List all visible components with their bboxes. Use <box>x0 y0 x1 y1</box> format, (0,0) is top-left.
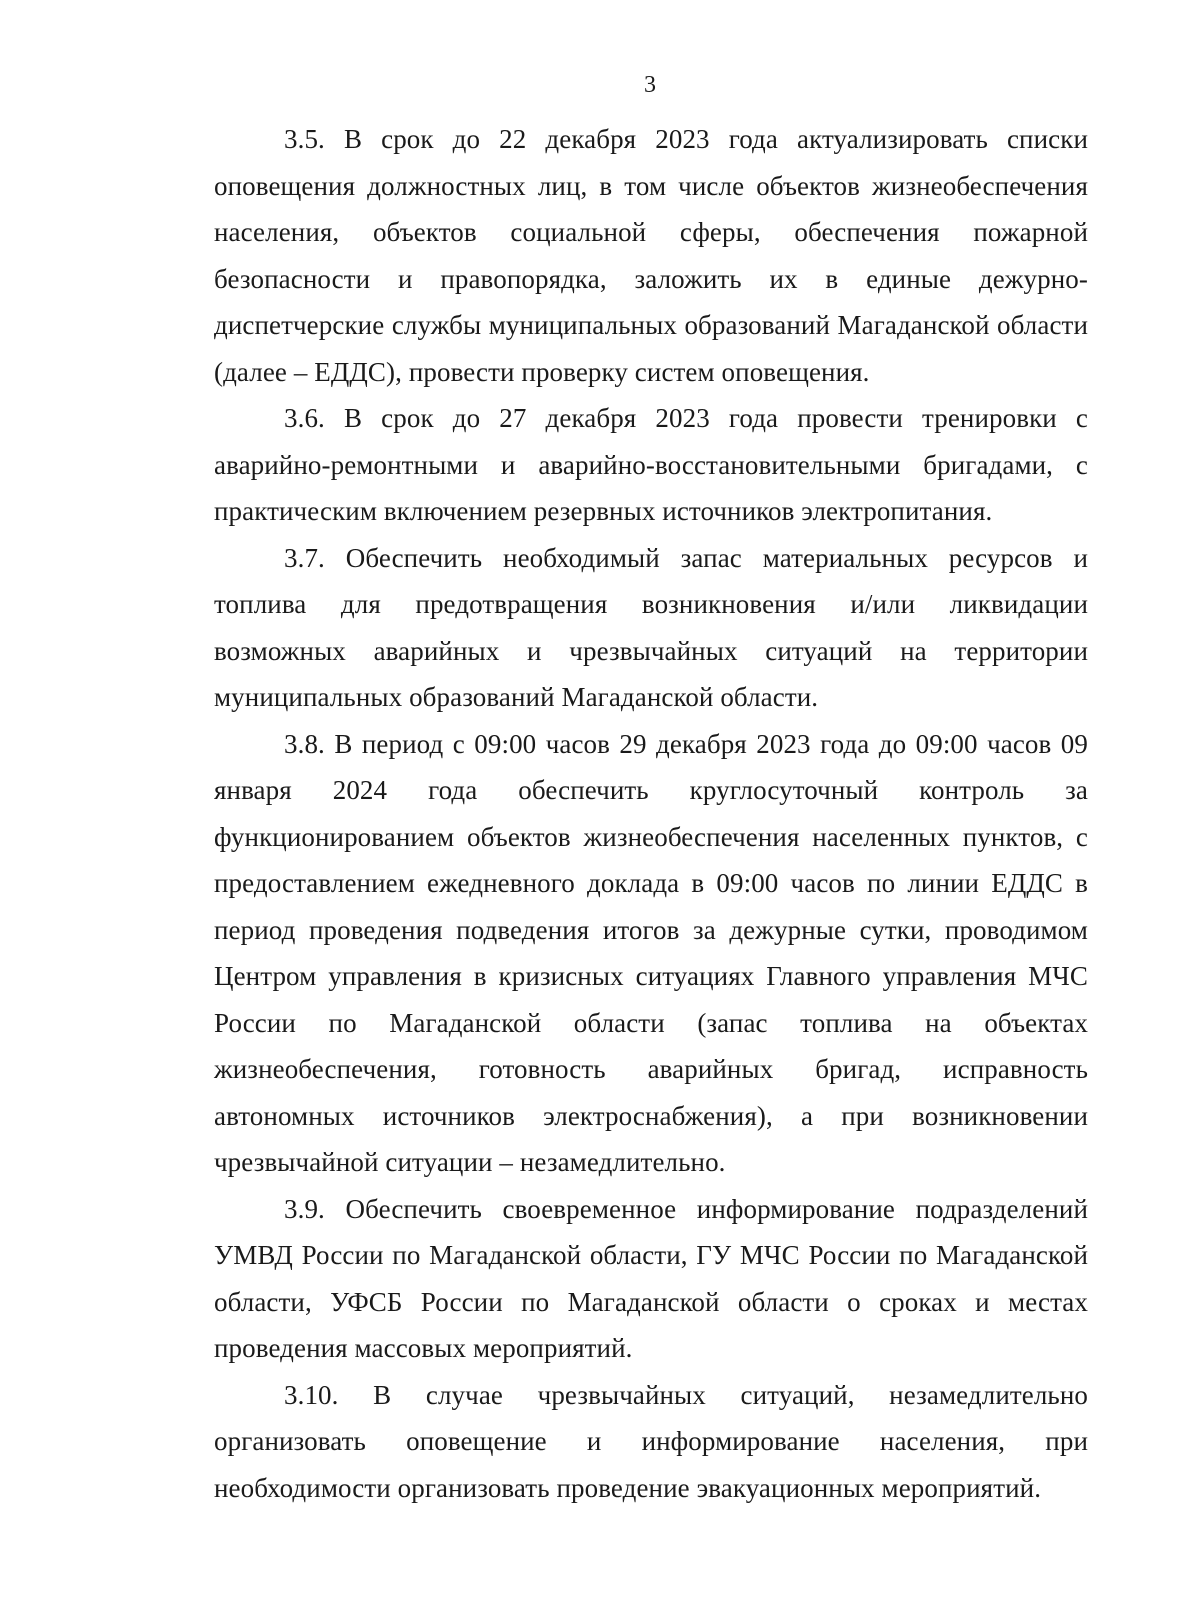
document-body <box>214 116 1088 1511</box>
page-number: 3 <box>644 72 656 98</box>
paragraph-3-10: 3.10. В случае чрезвычайных ситуаций, незамедлительно организовать оповещение и информирование населения, при необходимости организовать проведение эвакуационных мероприятий. <box>214 1379 1088 1503</box>
paragraph-3-9: 3.9. Обеспечить своевременное информирование подразделений УМВД России по Магаданской области, ГУ МЧС России по Магаданской области, УФСБ России по Магаданской области о сроках и местах проведения массовых мероприятий. <box>214 1193 1088 1363</box>
paragraph-3-5: 3.5. В срок до 22 декабря 2023 года актуализировать списки оповещения должностных лиц, в том числе объектов жизнеобеспечения населения, объектов социальной сферы, обеспечения пожарной безопасности и правопорядка, заложить их в единые дежурно-диспетчерские службы муниципальных образований Магаданской области (далее – ЕДДС), провести проверку систем оповещения. <box>214 124 1088 387</box>
paragraph-3-7: 3.7. Обеспечить необходимый запас материальных ресурсов и топлива для предотвращения возникновения и/или ликвидации возможных аварийных и чрезвычайных ситуаций на территории муниципальных образований Магаданской области. <box>214 542 1088 712</box>
paragraph-3-6: 3.6. В срок до 27 декабря 2023 года провести тренировки с аварийно-ремонтными и аварийно-восстановительными бригадами, с практическим включением резервных источников электропитания. <box>214 403 1088 526</box>
paragraph-3-8: 3.8. В период с 09:00 часов 29 декабря 2023 года до 09:00 часов 09 января 2024 года обеспечить круглосуточный контроль за функционированием объектов жизнеобеспечения населенных пунктов, с предоставлением ежедневного доклада в 09:00 часов по линии ЕДДС в период проведения подведения итогов за дежурные сутки, проводимом Центром управления в кризисных ситуациях Главного управления МЧС России по Магаданской области (запас топлива на объектах жизнеобеспечения, готовность аварийных бригад, исправность автономных источников электроснабжения), а при возникновении чрезвычайной ситуации – незамедлительно. <box>214 728 1088 1177</box>
